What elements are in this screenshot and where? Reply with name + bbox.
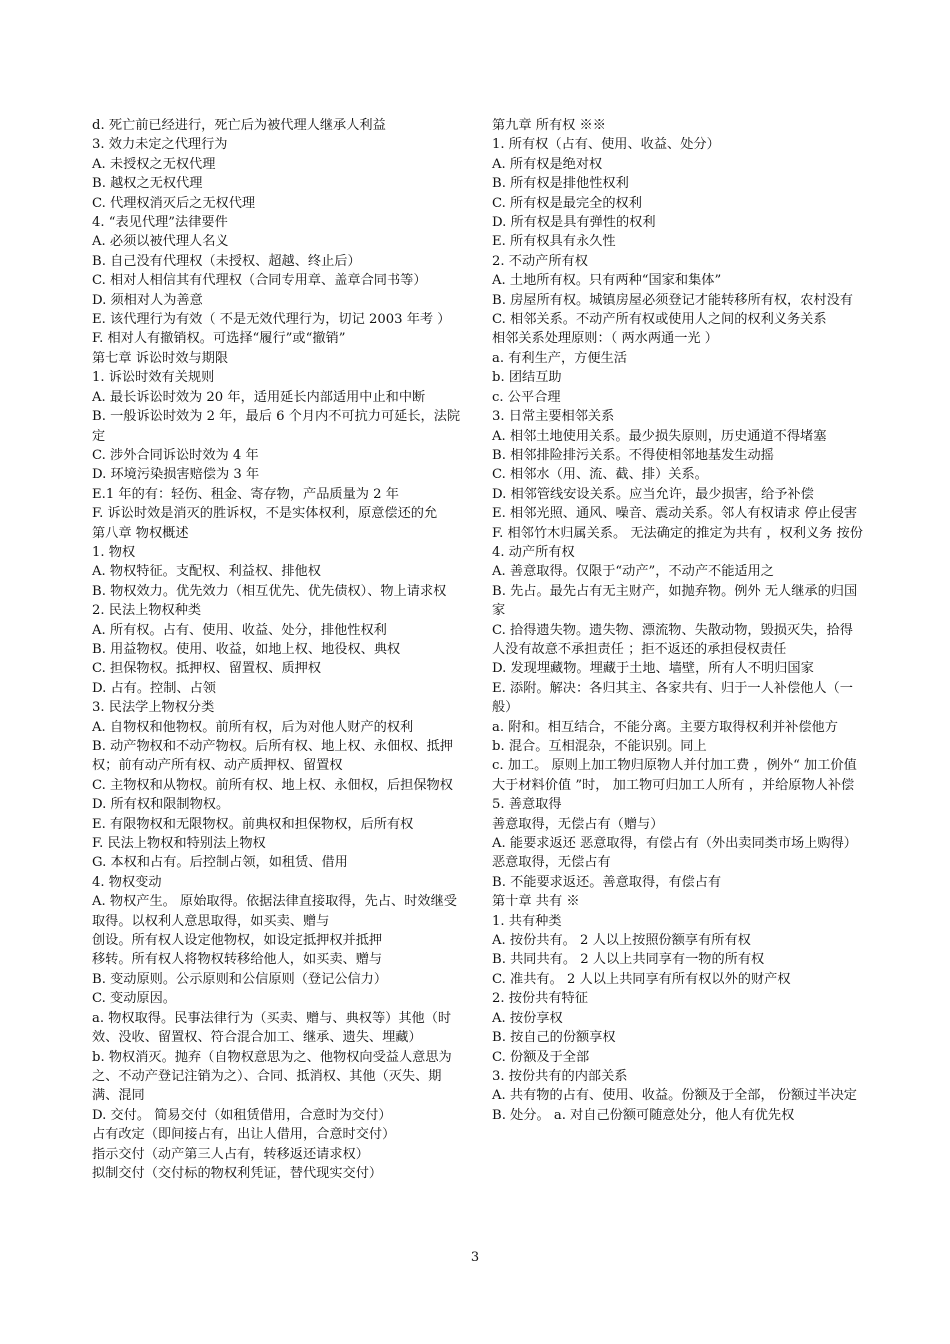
left-column-line: E.1 年的有：轻伤、租金、寄存物，产品质量为 2 年 [92, 486, 399, 502]
left-column-line: b. 物权消灭。抛弃（自物权意思为之、他物权向受益人意思为之、不动产登记注销为之）、合同、抵消权、其他（灭失、期满、混同 [92, 1049, 452, 1104]
right-column-line: 1. 共有种类 [492, 913, 562, 929]
left-column-line: 4. 物权变动 [92, 874, 162, 890]
left-column-line: A. 最长诉讼时效为 20 年，适用延长内部适用中止和中断 [92, 389, 426, 405]
left-column-line: D. 占有。控制、占领 [92, 680, 216, 696]
right-column-line: 第十章 共有 ※ [492, 894, 580, 910]
left-column-line: B. 用益物权。使用、收益，如地上权、地役权、典权 [92, 641, 401, 657]
left-column-line: A. 未授权之无权代理 [92, 156, 216, 172]
right-column-line: a. 有利生产，方便生活 [492, 350, 627, 366]
left-column-line: 移转。所有权人将物权转移给他人，如买卖、赠与 [92, 952, 383, 968]
right-column-line: D. 发现埋藏物。埋藏于土地、墙壁，所有人不明归国家 [492, 661, 814, 677]
left-column-line: B. 越权之无权代理 [92, 176, 203, 192]
left-column-line: A. 物权特征。支配权、利益权、排他权 [92, 564, 321, 580]
left-column-line: 第八章 物权概述 [92, 525, 189, 541]
left-column-line: 创设。所有权人设定他物权，如设定抵押权并抵押 [92, 933, 383, 949]
right-column-line: B. 房屋所有权。城镇房屋必须登记才能转移所有权，农村没有 [492, 292, 853, 308]
left-column-line: D. 所有权和限制物权。 [92, 797, 230, 813]
right-column-line: B. 处分。 a. 对自己份额可随意处分，他人有优先权 [492, 1107, 795, 1123]
right-column-line: C. 相邻关系。不动产所有权或使用人之间的权利义务关系 [492, 312, 827, 328]
right-column-line: B. 相邻排险排污关系。不得使相邻地基发生动摇 [492, 447, 774, 463]
left-column-line: G. 本权和占有。后控制占领，如租赁、借用 [92, 855, 348, 871]
left-column-line: C. 担保物权。抵押权、留置权、质押权 [92, 661, 322, 677]
left-column-line: E. 该代理行为有效（ 不是无效代理行为，切记 2003 年考 ） [92, 312, 451, 328]
left-column-line: 拟制交付（交付标的物权利凭证，替代现实交付） [92, 1165, 383, 1181]
left-column-line: F. 诉讼时效是消灭的胜诉权，不是实体权利，原意偿还的允 [92, 506, 438, 522]
left-column-line: 第七章 诉讼时效与期限 [92, 350, 229, 366]
right-column-line: b. 混合。互相混杂，不能识别。同上 [492, 739, 707, 754]
left-column-line: a. 物权取得。民事法律行为（买卖、赠与、典权等）其他（时效、没收、留置权、符合混合加工、继承、遗失、埋藏） [92, 1010, 452, 1046]
left-column-line: D. 交付。 简易交付（如租赁借用，合意时为交付） [92, 1107, 392, 1123]
left-column-line: 3. 效力未定之代理行为 [92, 137, 228, 153]
right-column-line: 4. 动产所有权 [492, 544, 575, 560]
left-column-line: A. 所有权。占有、使用、收益、处分，排他性权利 [92, 622, 387, 638]
right-column-line: A. 共有物的占有、使用、收益。份额及于全部， 份额过半决定 [492, 1088, 857, 1104]
left-column-line: D. 须相对人为善意 [92, 292, 203, 308]
right-column-line: A. 按份享权 [492, 1010, 563, 1026]
left-column-line: 指示交付（动产第三人占有，转移返还请求权） [92, 1146, 369, 1162]
right-column-line: C. 份额及于全部 [492, 1049, 590, 1065]
right-column-line: 2. 不动产所有权 [492, 253, 588, 269]
left-column-line: B. 一般诉讼时效为 2 年，最后 6 个月内不可抗力可延长，法院定 [92, 409, 461, 444]
right-column-line: A. 所有权是绝对权 [492, 156, 603, 172]
right-column-line: A. 善意取得。仅限于“动产”，不动产不能适用之 [492, 564, 774, 580]
left-column-line: d. 死亡前已经进行，死亡后为被代理人继承人利益 [92, 118, 386, 133]
right-column-line: 恶意取得，无偿占有 [492, 855, 611, 871]
right-column-line: 5. 善意取得 [492, 797, 562, 813]
right-column-line: A. 按份共有。 2 人以上按照份额享有所有权 [492, 933, 751, 949]
left-column-line: F. 民法上物权和特别法上物权 [92, 836, 266, 852]
right-column-line: c. 加工。 原则上加工物归原物人并付加工费 ，例外“ 加工价值大于材料价值 ”时， 加工物可归加工人所有 ，并给原物人补偿 [492, 758, 857, 793]
right-column-line: E. 相邻光照、通风、噪音、震动关系。邻人有权请求 停止侵害 [492, 506, 858, 522]
left-column-line: C. 代理权消灭后之无权代理 [92, 195, 256, 211]
right-column-line: B. 先占。最先占有无主财产，如抛弃物。例外 无人继承的归国家 [492, 583, 858, 619]
right-column-line: B. 不能要求返还。善意取得，有偿占有 [492, 874, 722, 890]
right-column-line: D. 相邻管线安设关系。应当允许，最少损害，给予补偿 [492, 486, 814, 502]
left-column-line: C. 相对人相信其有代理权（合同专用章、盖章合同书等） [92, 273, 427, 289]
right-column-line: 2. 按份共有特征 [492, 991, 588, 1007]
right-column-line: D. 所有权是具有弹性的权利 [492, 215, 656, 231]
left-column-line: 1. 物权 [92, 544, 136, 560]
right-column-line: C. 拾得遗失物。遗失物、漂流物、失散动物，毁损灭失，拾得人没有故意不承担责任 ；拒不返还的承担侵权责任 [492, 622, 853, 657]
left-column-line: 2. 民法上物权种类 [92, 603, 202, 619]
left-column-line: A. 自物权和他物权。前所有权，后为对他人财产的权利 [92, 719, 414, 735]
left-column-line: B. 变动原则。公示原则和公信原则（登记公信力） [92, 971, 388, 987]
right-column-line: 第九章 所有权 ※※ [492, 118, 606, 133]
right-column [492, 116, 864, 1125]
right-column-line: 3. 按份共有的内部关系 [492, 1068, 628, 1084]
left-column-line: B. 物权效力。优先效力（相互优先、优先债权）、物上请求权 [92, 583, 447, 599]
left-column-line: C. 涉外合同诉讼时效为 4 年 [92, 447, 259, 463]
right-column-line: 1. 所有权（占有、使用、收益、处分） [492, 137, 720, 153]
left-column-line: 占有改定（即间接占有，出让人借用，合意时交付） [92, 1127, 396, 1143]
right-column-line: b. 团结互助 [492, 370, 562, 386]
left-column-line: D. 环境污染损害赔偿为 3 年 [92, 467, 260, 483]
left-column-line: 3. 民法学上物权分类 [92, 700, 215, 716]
left-column-line: B. 自己没有代理权（未授权、超越、终止后） [92, 253, 361, 269]
right-column-line: 相邻关系处理原则：（ 两水两通一光 ） [492, 331, 718, 347]
left-column-line: A. 必须以被代理人名义 [92, 234, 229, 250]
left-column-line: C. 变动原因。 [92, 991, 176, 1007]
right-column-line: B. 所有权是排他性权利 [492, 176, 629, 192]
right-column-line: c. 公平合理 [492, 389, 561, 405]
right-column-line: F. 相邻竹木归属关系。 无法确定的推定为共有 ，权利义务 按份 [492, 525, 863, 541]
right-column-line: A. 能要求返还 恶意取得，有偿占有（外出卖同类市场上购得） [492, 836, 857, 852]
left-column-line: B. 动产物权和不动产物权。后所有权、地上权、永佃权、抵押权；前有动产所有权、动产质押权、留置权 [92, 739, 453, 774]
right-column-line: A. 土地所有权。只有两种“国家和集体” [492, 273, 722, 289]
right-column-line: a. 附和。相互结合，不能分离。主要方取得权利并补偿他方 [492, 719, 838, 735]
right-column-line: A. 相邻土地使用关系。最少损失原则，历史通道不得堵塞 [492, 428, 827, 444]
right-column-line: B. 共同共有。 2 人以上共同享有一物的所有权 [492, 952, 765, 968]
right-column-line: E. 添附。解决：各归其主、各家共有、归于一人补偿他人（一般） [492, 680, 853, 716]
right-column-line: B. 按自己的份额享权 [492, 1030, 616, 1046]
right-column-line: C. 所有权是最完全的权利 [492, 195, 642, 211]
left-column [92, 116, 464, 1183]
right-column-line: 善意取得，无偿占有（赠与） [492, 816, 664, 832]
right-column-line: C. 相邻水（用、流、截、排）关系。 [492, 467, 708, 483]
left-column-line: 4. “表见代理”法律要件 [92, 215, 228, 231]
left-column-line: A. 物权产生。 原始取得。依据法律直接取得，先占、时效继受取得。以权利人意思取得，如买卖、赠与 [92, 894, 457, 929]
right-column-line: 3. 日常主要相邻关系 [492, 409, 615, 425]
left-column-line: C. 主物权和从物权。前所有权、地上权、永佃权，后担保物权 [92, 777, 453, 793]
left-column-line: F. 相对人有撤销权。可选择“履行”或“撤销” [92, 331, 346, 347]
page-number: 3 [470, 1250, 480, 1265]
left-column-line: E. 有限物权和无限物权。前典权和担保物权，后所有权 [92, 816, 414, 832]
right-column-line: C. 准共有。 2 人以上共同享有所有权以外的财产权 [492, 971, 791, 987]
left-column-line: 1. 诉讼时效有关规则 [92, 370, 215, 386]
right-column-line: E. 所有权具有永久性 [492, 234, 616, 250]
